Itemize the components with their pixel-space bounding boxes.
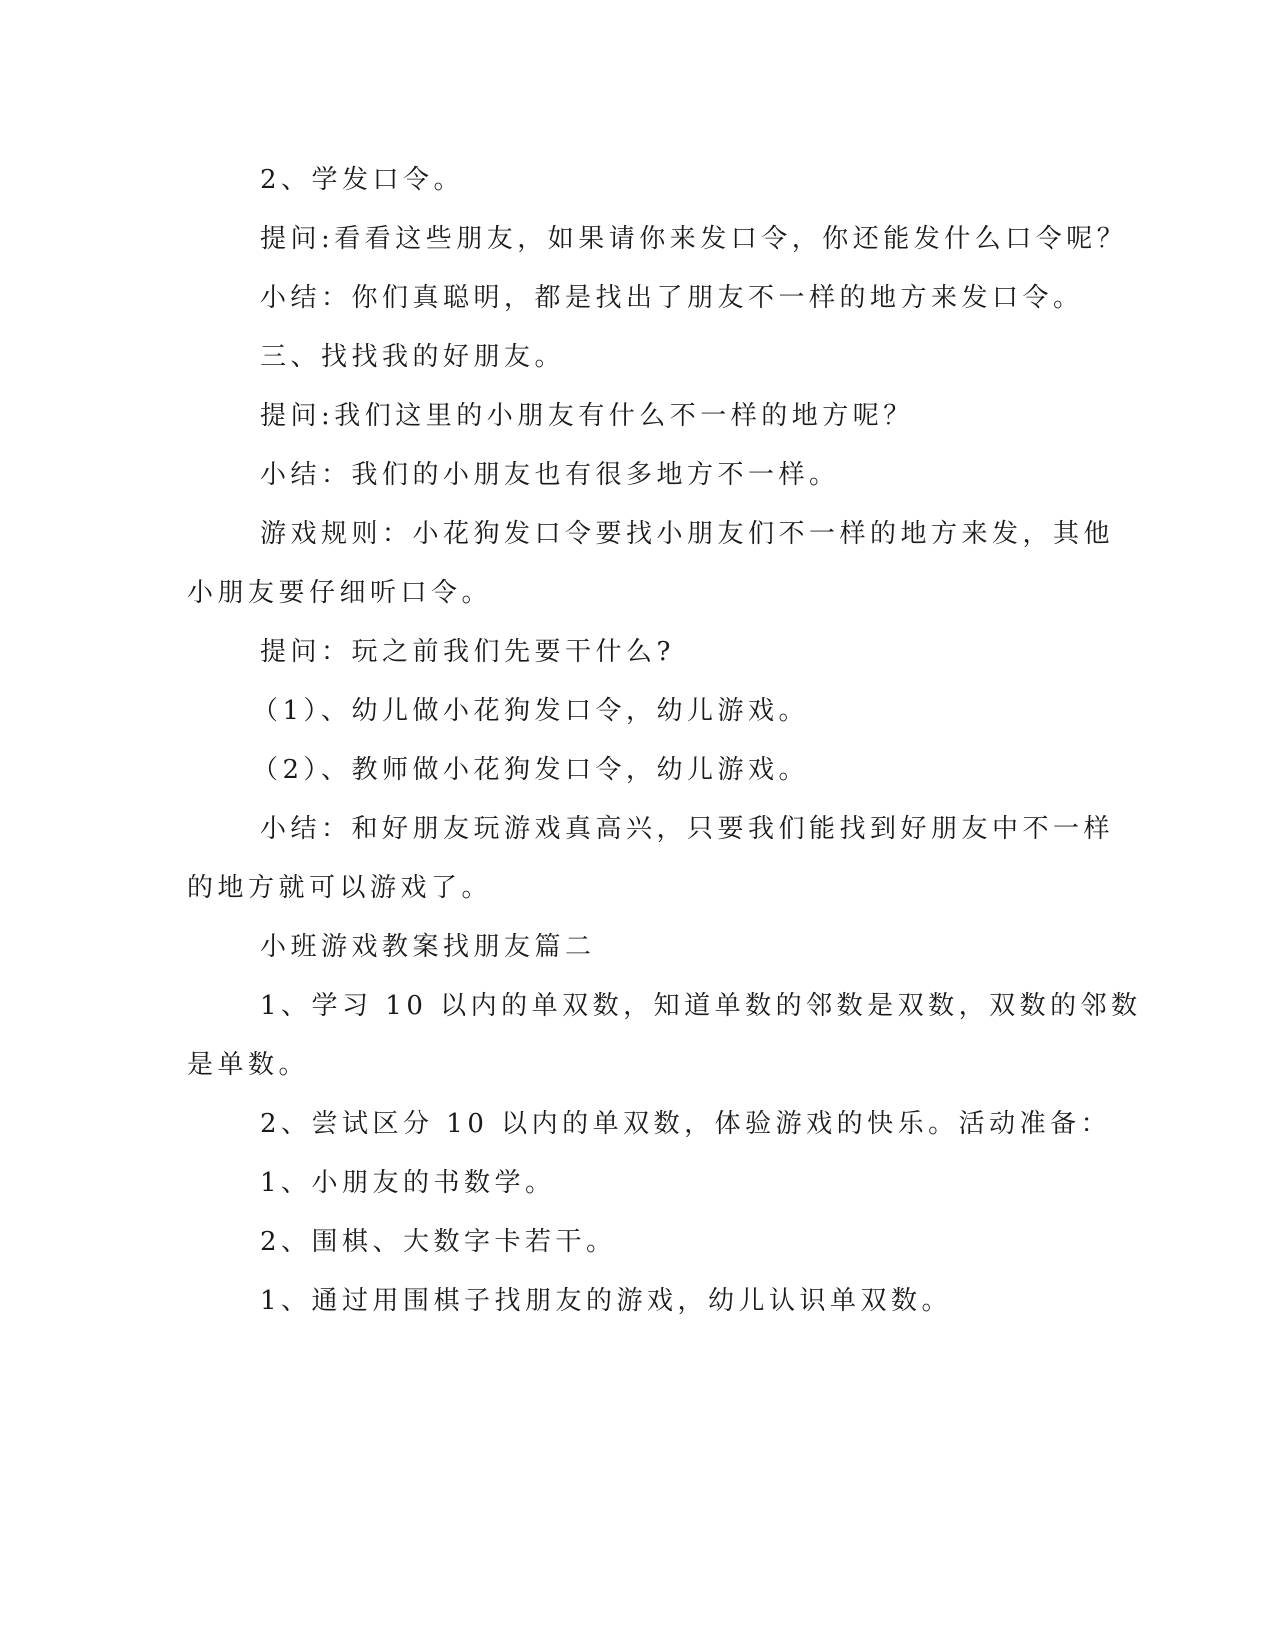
paragraph-line: 小结：你们真聪明，都是找出了朋友不一样的地方来发口令。 <box>260 283 1084 313</box>
paragraph-line: 2、尝试区分 10 以内的单双数，体验游戏的快乐。活动准备： <box>260 1109 1112 1139</box>
list-item: （2）、教师做小花狗发口令，幼儿游戏。 <box>252 755 810 785</box>
paragraph-line: 小结：和好朋友玩游戏真高兴，只要我们能找到好朋友中不一样 <box>260 814 1115 844</box>
paragraph-line: 1、通过用围棋子找朋友的游戏，幼儿认识单双数。 <box>260 1286 953 1316</box>
paragraph-line: 提问:看看这些朋友，如果请你来发口令，你还能发什么口令呢？ <box>260 224 1128 254</box>
paragraph-line: 游戏规则：小花狗发口令要找小朋友们不一样的地方来发，其他 <box>260 519 1115 549</box>
section-heading: 小班游戏教案找朋友篇二 <box>260 932 596 962</box>
paragraph-line: 2、学发口令。 <box>260 165 465 195</box>
paragraph-line-continued: 是单数。 <box>187 1050 310 1080</box>
paragraph-line-continued: 小朋友要仔细听口令。 <box>187 578 493 608</box>
paragraph-line: 1、学习 10 以内的单双数，知道单数的邻数是双数，双数的邻数 <box>260 991 1142 1021</box>
list-item: （1）、幼儿做小花狗发口令，幼儿游戏。 <box>252 696 810 726</box>
paragraph-line: 1、小朋友的书数学。 <box>260 1168 556 1198</box>
paragraph-line: 提问：玩之前我们先要干什么? <box>260 637 675 667</box>
paragraph-line: 小结：我们的小朋友也有很多地方不一样。 <box>260 460 840 490</box>
paragraph-line: 2、围棋、大数字卡若干。 <box>260 1227 617 1257</box>
paragraph-line-continued: 的地方就可以游戏了。 <box>187 873 493 903</box>
paragraph-line: 提问:我们这里的小朋友有什么不一样的地方呢？ <box>260 401 914 431</box>
section-heading: 三、找找我的好朋友。 <box>260 342 566 372</box>
